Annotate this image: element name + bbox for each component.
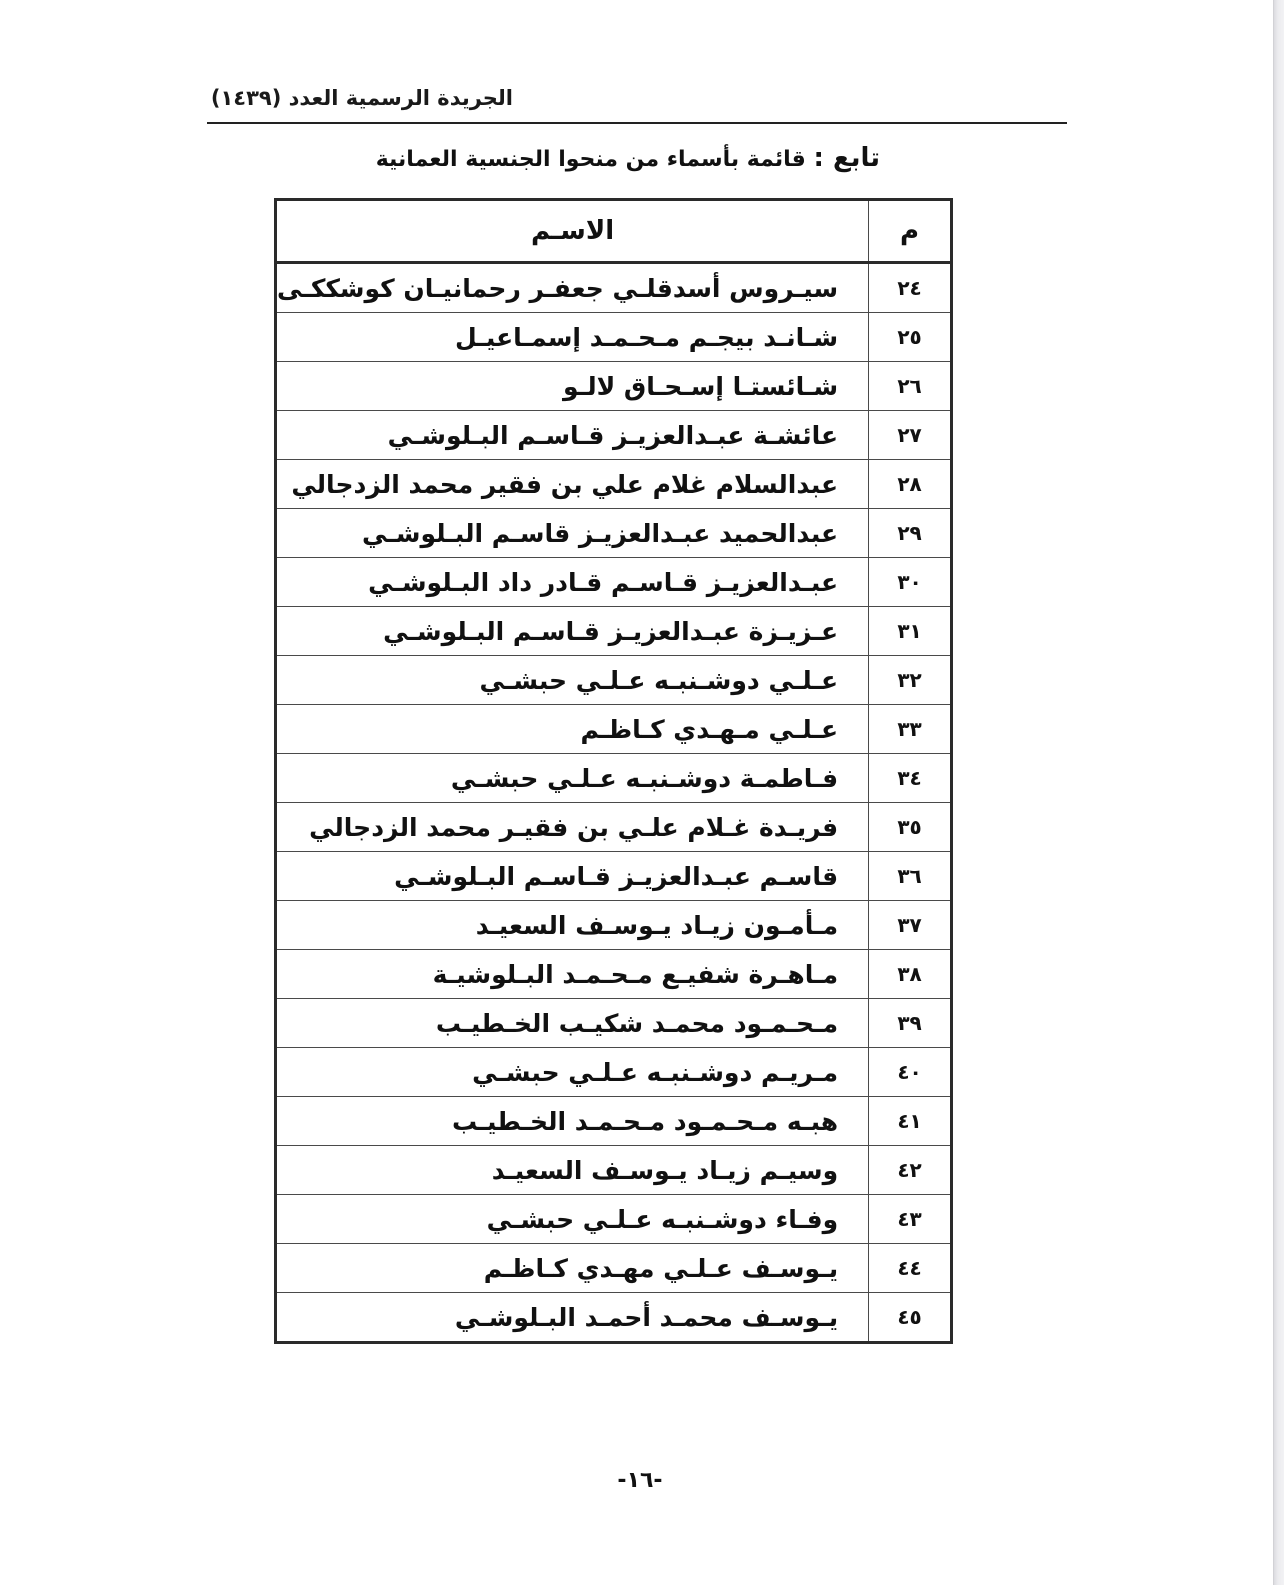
row-number: ٤٥ bbox=[869, 1293, 952, 1343]
table-row bbox=[276, 754, 952, 803]
row-name: عـزيـزة عبـدالعزيـز قـاسـم البـلوشـي bbox=[276, 607, 869, 656]
table-row bbox=[276, 509, 952, 558]
table-row bbox=[276, 263, 952, 313]
row-name: قاسـم عبـدالعزيـز قـاسـم البـلوشـي bbox=[276, 852, 869, 901]
table-row bbox=[276, 901, 952, 950]
row-name: عبدالحميد عبـدالعزيـز قاسـم البـلوشـي bbox=[276, 509, 869, 558]
names-table bbox=[274, 198, 953, 1344]
row-name: مـأمـون زيـاد يـوسـف السعيـد bbox=[276, 901, 869, 950]
row-number: ٢٨ bbox=[869, 460, 952, 509]
row-number: ٤٣ bbox=[869, 1195, 952, 1244]
table-row bbox=[276, 705, 952, 754]
row-name: شـانـد بيجـم مـحـمـد إسمـاعيـل bbox=[276, 313, 869, 362]
row-number: ٣٠ bbox=[869, 558, 952, 607]
row-number: ٤١ bbox=[869, 1097, 952, 1146]
running-header bbox=[205, 84, 1065, 120]
table-row bbox=[276, 607, 952, 656]
table-row bbox=[276, 1195, 952, 1244]
row-number: ٣٢ bbox=[869, 656, 952, 705]
row-number: ٢٥ bbox=[869, 313, 952, 362]
row-number: ٣٤ bbox=[869, 754, 952, 803]
table-row bbox=[276, 1244, 952, 1293]
table-row bbox=[276, 950, 952, 999]
table-row bbox=[276, 852, 952, 901]
table-row bbox=[276, 1097, 952, 1146]
row-number: ٣٨ bbox=[869, 950, 952, 999]
row-number: ٣٩ bbox=[869, 999, 952, 1048]
row-number: ٣١ bbox=[869, 607, 952, 656]
title-lead: تابع : bbox=[813, 143, 880, 173]
row-name: عبـدالعزيـز قـاسـم قـادر داد البـلوشـي bbox=[276, 558, 869, 607]
row-name: فريـدة غـلام علـي بن فقيـر محمد الزدجالي bbox=[276, 803, 869, 852]
row-name: عـلـي مـهـدي كـاظـم bbox=[276, 705, 869, 754]
row-name: شـائستـا إسـحـاق لالـو bbox=[276, 362, 869, 411]
document-title bbox=[300, 143, 880, 173]
table-row bbox=[276, 558, 952, 607]
row-name: وسيـم زيـاد يـوسـف السعيـد bbox=[276, 1146, 869, 1195]
table-row bbox=[276, 803, 952, 852]
table-row bbox=[276, 313, 952, 362]
row-number: ٤٠ bbox=[869, 1048, 952, 1097]
row-number: ٢٧ bbox=[869, 411, 952, 460]
row-name: فـاطمـة دوشـنبـه عـلـي حبشـي bbox=[276, 754, 869, 803]
row-name: هبـه مـحـمـود مـحـمـد الخـطيـب bbox=[276, 1097, 869, 1146]
title-text: قائمة بأسماء من منحوا الجنسية العمانية bbox=[375, 147, 806, 172]
table-row bbox=[276, 460, 952, 509]
row-number: ٢٤ bbox=[869, 263, 952, 313]
row-number: ٢٦ bbox=[869, 362, 952, 411]
table-row bbox=[276, 1293, 952, 1343]
table-row bbox=[276, 411, 952, 460]
row-name: عبدالسلام غلام علي بن فقير محمد الزدجالي bbox=[276, 460, 869, 509]
row-number: ٣٥ bbox=[869, 803, 952, 852]
page-edge-shadow bbox=[1273, 0, 1284, 1585]
table-row bbox=[276, 1146, 952, 1195]
row-number: ٢٩ bbox=[869, 509, 952, 558]
row-name: سيـروس أسدقلـي جعفـر رحمانيـان كوشككـى bbox=[276, 263, 869, 313]
row-name: عائشـة عبـدالعزيـز قـاسـم البـلوشـي bbox=[276, 411, 869, 460]
row-name: مـحـمـود محمـد شكيـب الخـطيـب bbox=[276, 999, 869, 1048]
column-header-number: م bbox=[869, 200, 952, 263]
table-row bbox=[276, 999, 952, 1048]
row-number: ٣٣ bbox=[869, 705, 952, 754]
row-number: ٣٦ bbox=[869, 852, 952, 901]
row-name: مـريـم دوشـنبـه عـلـي حبشـي bbox=[276, 1048, 869, 1097]
row-name: عـلـي دوشـنبـه عـلـي حبشـي bbox=[276, 656, 869, 705]
row-name: مـاهـرة شفيـع مـحـمـد البـلوشيـة bbox=[276, 950, 869, 999]
page-number: -١٦- bbox=[617, 1468, 663, 1493]
header-divider bbox=[207, 122, 1067, 124]
gazette-issue-title: الجريدة الرسمية العدد (١٤٣٩) bbox=[210, 86, 513, 110]
column-header-name: الاسـم bbox=[276, 200, 869, 263]
row-name: وفـاء دوشـنبـه عـلـي حبشـي bbox=[276, 1195, 869, 1244]
row-number: ٤٢ bbox=[869, 1146, 952, 1195]
table-row bbox=[276, 362, 952, 411]
table-row bbox=[276, 656, 952, 705]
row-name: يـوسـف محمـد أحمـد البـلوشـي bbox=[276, 1293, 869, 1343]
row-name: يـوسـف عـلـي مهـدي كـاظـم bbox=[276, 1244, 869, 1293]
table-header-row bbox=[276, 200, 952, 263]
table-row bbox=[276, 1048, 952, 1097]
row-number: ٣٧ bbox=[869, 901, 952, 950]
row-number: ٤٤ bbox=[869, 1244, 952, 1293]
